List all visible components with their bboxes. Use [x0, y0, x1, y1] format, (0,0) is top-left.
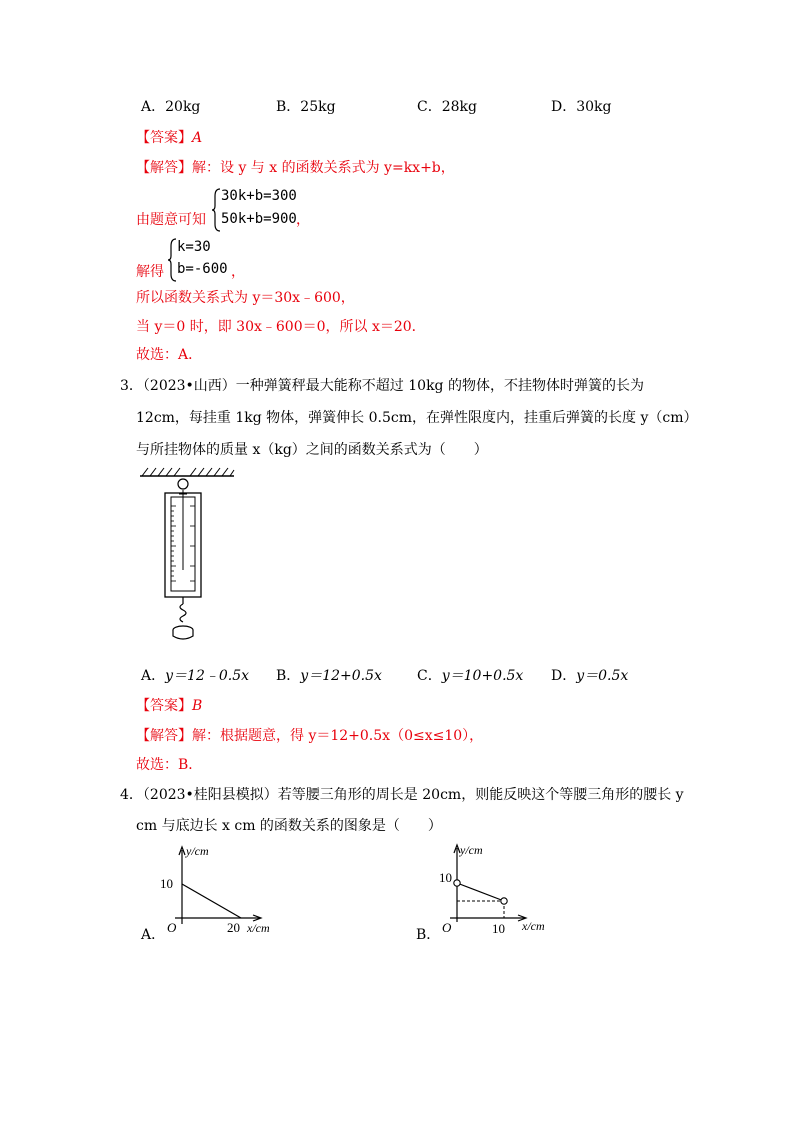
option-d: D．30kg	[551, 99, 612, 115]
answer-line: 【答案】A	[136, 130, 203, 146]
option-b: B．y＝12+0.5x	[276, 668, 382, 684]
question-4-line1: 4．（2023•桂阳县模拟）若等腰三角形的周长是 20cm，则能反映这个等腰三角形的腰长 y	[120, 787, 684, 803]
option-a: A．20kg	[141, 99, 201, 115]
graph-a-x-tick: 20	[227, 920, 240, 935]
option-b: B．25kg	[276, 99, 336, 115]
graph-a-x-axis-label: x/cm	[247, 921, 270, 935]
option-a: A．y＝12﹣0.5x	[141, 668, 250, 684]
answer-line: 【答案】B	[136, 698, 203, 714]
graph-b-x-tick: 10	[492, 921, 505, 936]
system1-prefix: 由题意可知	[136, 212, 206, 228]
graph-b-y-axis-label: y/cm	[460, 843, 483, 857]
graph-a-label: A．	[141, 927, 166, 943]
choose-line: 故选：A．	[136, 347, 203, 363]
system1-row1: 30k+b=300	[221, 188, 297, 204]
system2-row2: b=-600	[177, 261, 228, 277]
system1-suffix: ，	[296, 212, 310, 228]
option-d: D．y＝0.5x	[551, 668, 629, 684]
graph-b	[432, 840, 562, 944]
question-3-line3: 与所挂物体的质量 x（kg）之间的函数关系式为（ ）	[136, 442, 488, 458]
graph-b-origin: O	[442, 920, 452, 935]
question-number: 4．	[120, 787, 143, 803]
system2-brace	[167, 238, 177, 282]
option-c: C．28kg	[417, 99, 477, 115]
system1-row2: 50k+b=900	[221, 211, 297, 227]
analysis-line: 【解答】解：设 y 与 x 的函数关系式为 y=kx+b，	[136, 160, 455, 176]
option-c: C．y＝10+0.5x	[417, 668, 524, 684]
graph-a-y-tick: 10	[160, 876, 173, 891]
system2-suffix: ，	[231, 264, 245, 280]
system1-brace	[211, 188, 221, 232]
graph-a	[155, 842, 285, 946]
graph-b-label: B．	[416, 927, 441, 943]
graph-b-x-axis-label: x/cm	[522, 919, 545, 933]
question-3-line1: 3．（2023•山西）一种弹簧秤最大能称不超过 10kg 的物体，不挂物体时弹簧的长为	[120, 378, 644, 394]
graph-a-origin: O	[167, 920, 177, 935]
system2-row1: k=30	[177, 239, 211, 255]
graph-a-y-axis-label: y/cm	[186, 844, 209, 858]
result-line: 所以函数关系式为 y＝30x﹣600，	[136, 290, 355, 306]
question-4-line2: cm 与底边长 x cm 的函数关系的图象是（ ）	[136, 818, 442, 834]
spring-scale-figure	[138, 466, 238, 650]
choose-line: 故选：B．	[136, 757, 203, 773]
question-number: 3．	[120, 378, 143, 394]
system2-prefix: 解得	[136, 264, 164, 280]
question-3-line2: 12cm，每挂重 1kg 物体，弹簧伸长 0.5cm，在弹性限度内，挂重后弹簧的长度 y（cm）	[136, 410, 698, 426]
graph-b-y-tick: 10	[439, 870, 452, 885]
when-line: 当 y＝0 时，即 30x﹣600＝0，所以 x＝20．	[136, 319, 426, 335]
analysis-line: 【解答】解：根据题意，得 y＝12+0.5x（0≤x≤10），	[136, 728, 484, 744]
